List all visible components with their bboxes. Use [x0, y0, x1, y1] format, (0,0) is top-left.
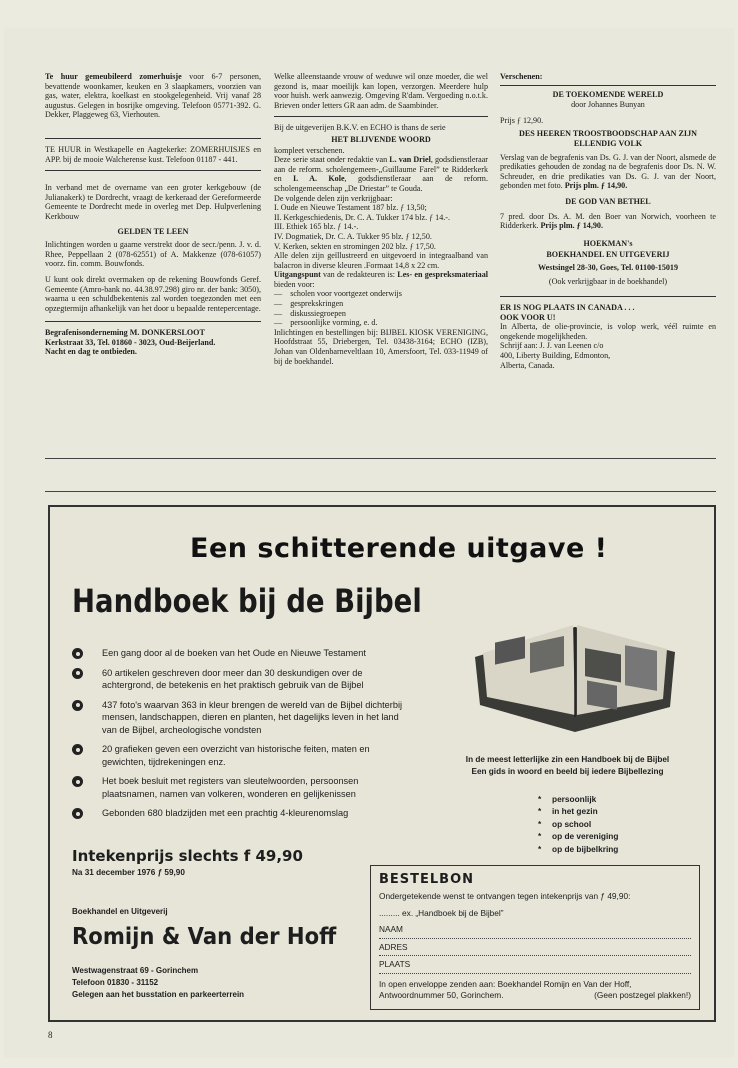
later-price: Na 31 december 1976 ƒ 59,90	[72, 868, 185, 877]
advertisement-handboek	[48, 505, 716, 1022]
ad-serie-intro: Bij de uitgeverijen B.K.V. en ECHO is thans de serie	[274, 123, 446, 133]
asterisk-icon: *	[538, 794, 542, 804]
ad-donkersloot-note: Nacht en dag te ontbieden.	[45, 347, 137, 357]
bullet-icon	[72, 700, 83, 711]
feature-item: 437 foto's waarvan 363 in kleur brengen de wereld van de Bijbel dichterbij mensen, landschappen, dieren en planten, het dagelijks leven in het land van de Bijbel, archeologische vondsten	[72, 699, 412, 737]
ad-title: Handboek bij de Bijbel	[72, 582, 422, 620]
list-item: V. Kerken, sekten en stromingen 202 blz. ƒ 17,50.	[274, 241, 436, 251]
book-price: Prijs ƒ 12,90.	[500, 115, 544, 125]
list-item: * op school	[538, 818, 592, 829]
paragraph: Verslag van de begrafenis van Ds. G. J. van der Noort, alsmede de predikaties gehouden de zondag na de begrafenis door Ds. N. W. Schreuder, en drie predikaties van Ds. G. J. van der Noort, gebonden met foto. Prijs plm. ƒ 14,90.	[500, 152, 716, 191]
publisher-name: HOEKMAN's	[583, 238, 633, 248]
book-title-toekomende-wereld: DE TOEKOMENDE WERELD	[552, 89, 664, 99]
usage-list	[538, 793, 618, 855]
paragraph: Inlichtingen en bestellingen bij: BIJBEL KIOSK VERENIGING, Hoofdstraat 55, Driebergen, Tel. 03438-3164; ECHO (IZB), Johan van Oldenbarneveltlaan 10, Amersfoort, Tel. 033-11949 of bij de boekhandel.	[274, 327, 488, 366]
asterisk-icon: *	[538, 843, 542, 854]
publisher-subtitle: BOEKHANDEL EN UITGEVERIJ	[546, 250, 670, 260]
book-author: door Johannes Bunyan	[571, 100, 645, 110]
canada-subheading: OOK VOOR U!	[500, 312, 556, 322]
list-item: — diskussiegroepen	[274, 308, 346, 318]
list-item: — persoonlijke vorming, e. d.	[274, 318, 378, 328]
order-form-title: BESTELBON	[379, 872, 475, 887]
paragraph: U kunt ook direkt overmaken op de rekening Bouwfonds Geref. Gemeente (Amro-bank no. 44.38.97.298) giro nr. der bank: 3050), waarna u een schuldbekentenis zal worden toegezonden met een opzegtermijn afhankelijk van het door u bepaalde rentepercentage.	[45, 274, 261, 313]
bullet-icon	[72, 776, 83, 787]
asterisk-icon: *	[538, 831, 542, 842]
publisher-address: Westsingel 28-30, Goes, Tel. 01100-15019	[537, 262, 679, 272]
ad-julianakerk: In verband met de overname van een groter kerkgebouw (de Julianakerk) te Dordrecht, vraagt de kerkeraad der Gereformeerde Gemeente te Dordrecht mede in overleg met Dep. Hulpverlening Kerkbouw	[45, 183, 261, 221]
divider	[500, 85, 716, 86]
list-item: * persoonlijk	[538, 794, 597, 804]
order-instructions: In open enveloppe zenden aan: Boekhandel Romijn en Van der Hoff, Antwoordnummer 50, Gorinchem. (Geen postzegel plakken!)	[379, 978, 691, 1000]
page-number: 8	[48, 1030, 53, 1040]
canada-heading: ER IS NOG PLAATS IN CANADA . . .	[500, 303, 635, 313]
divider	[45, 170, 261, 171]
paragraph: De volgende delen zijn verkrijgbaar:	[274, 193, 393, 203]
publisher-label: Boekhandel en Uitgeverij	[72, 907, 168, 916]
quantity-field[interactable]: ......... ex. „Handboek bij de Bijbel”	[379, 907, 504, 918]
ad-westkapelle: TE HUUR in Westkapelle en Aagtekerke: ZOMERHUISJES en APP. bij de mooie Walcherense kust. Telefoon 01187 - 441.	[45, 144, 261, 164]
subscription-price: Intekenprijs slechts f 49,90	[72, 847, 303, 865]
ad-donkersloot-address: Kerkstraat 33, Tel. 01860 - 3023, Oud-Beijerland.	[45, 337, 216, 347]
asterisk-icon: *	[538, 818, 542, 829]
list-item: — scholen voor voortgezet onderwijs	[274, 289, 402, 299]
order-form	[370, 865, 700, 1010]
paragraph: kompleet verschenen.	[274, 145, 345, 155]
heading-gelden-te-leen: GELDEN TE LEEN	[117, 226, 189, 236]
paragraph: 7 pred. door Ds. A. M. den Boer van Norwich, voorheen te Ridderkerk. Prijs plm. ƒ 14,90.	[500, 211, 716, 231]
feature-item: Gebonden 680 bladzijden met een prachtig 4-kleurenomslag	[72, 807, 412, 820]
paragraph: Schrijf aan: J. J. van Leenen c/o	[500, 341, 604, 351]
section-divider	[45, 458, 716, 459]
feature-item: Het boek besluit met registers van sleutelwoorden, persoonsen plaatsnamen, namen van volkeren, wonderen en gelijkenissen	[72, 775, 412, 800]
newspaper-page	[4, 28, 734, 1058]
list-item: * in het gezin	[538, 806, 598, 817]
column-1	[45, 72, 261, 357]
bullet-icon	[72, 744, 83, 755]
list-item: I. Oude en Nieuwe Testament 187 blz. ƒ 13,50;	[274, 203, 427, 213]
publisher-note: (Ook verkrijgbaar in de boekhandel)	[548, 276, 668, 286]
bullet-icon	[72, 648, 83, 659]
paragraph: Alberta, Canada.	[500, 360, 555, 370]
list-item: — gesprekskringen	[274, 299, 344, 309]
divider	[45, 321, 261, 322]
book-title-god-van-bethel: DE GOD VAN BETHEL	[565, 196, 651, 206]
feature-item: 60 artikelen geschreven door meer dan 30 deskundigen over de achtergrond, de betekenis en het praktisch gebruik van de Bijbel	[72, 667, 412, 692]
feature-item: 20 grafieken geven een overzicht van historische feiten, maten en gewichten, tijdrekeningen enz.	[72, 743, 412, 768]
feature-list	[72, 647, 412, 820]
ad-headline: Een schitterende uitgave !	[190, 533, 608, 564]
bullet-icon	[72, 668, 83, 679]
book-title-troostboodschap: DES HEEREN TROOSTBOODSCHAP AAN ZIJN ELLENDIG VOLK	[519, 129, 697, 148]
paragraph: Alle delen zijn geïllustreerd en uitgevoerd in integraalband van balacron in diverse kleuren .Formaat 14,8 x 22 cm.	[274, 251, 488, 270]
paragraph: Uitgangspunt van de redakteuren is: Les- en gespreksmateriaal bieden voor:	[274, 270, 489, 289]
paragraph: Inlichtingen worden u gaarne verstrekt door de secr./penn. J. v. d. Rhee, Peppellaan 2 (078-62551) of A. Makkenze (078-61057) voorz. fin. comm. Bouwfonds.	[45, 240, 261, 269]
order-text: Ondergetekende wenst te ontvangen tegen intekenprijs van ƒ 49,90:	[379, 891, 631, 901]
list-item: IV. Dogmatiek, Dr. C. A. Tukker 95 blz. ƒ 12,50.	[274, 231, 432, 241]
feature-item: Een gang door al de boeken van het Oude en Nieuwe Testament	[72, 647, 412, 660]
place-field[interactable]: PLAATS	[379, 956, 691, 974]
label-verschenen: Verschenen:	[500, 72, 543, 81]
ad-verzorging: Welke alleenstaande vrouw of weduwe wil onze moeder, die wel gezond is, maar moeilijk kan lopen, verzorgen. Meerdere hulp voor huish. werk aanwezig. Omgeving R'dam. Vergoeding n.o.t.k. Brieven onder letters GR aan adm. de Saambinder.	[274, 72, 488, 110]
name-field[interactable]: NAAM	[379, 921, 691, 939]
open-book-illustration	[465, 587, 685, 737]
book-info: In de meest letterlijke zin een Handboek bij de Bijbel Een gids in woord en beeld bij iedere Bijbellezing	[465, 755, 670, 776]
paragraph: Deze serie staat onder redaktie van L. van Driel, godsdienstleraar aan de reform. scholengemeen-„Guillaume Farel” te Ridderkerk en I. A. Kole, godsdienstleraar aan de reform. scholengemeenschap „De Driestar” te Gouda.	[274, 155, 489, 193]
divider	[45, 138, 261, 139]
paragraph: 400, Liberty Building, Edmonton,	[500, 351, 611, 361]
column-2	[274, 72, 488, 366]
divider	[500, 296, 716, 297]
address-field[interactable]: ADRES	[379, 939, 691, 957]
bullet-icon	[72, 808, 83, 819]
column-3	[500, 72, 716, 370]
publisher-address: Westwagenstraat 69 - Gorinchem Telefoon 01830 - 31152 Gelegen aan het busstation en parkeerterrein	[72, 966, 245, 999]
ad-donkersloot-title: Begrafenisonderneming M. DONKERSLOOT	[45, 328, 205, 338]
asterisk-icon: *	[538, 806, 542, 817]
section-divider	[45, 491, 716, 492]
list-item: III. Ethiek 165 blz. ƒ 14.-.	[274, 222, 359, 232]
list-item: II. Kerkgeschiedenis, Dr. C. A. Tukker 174 blz. ƒ 14.-.	[274, 212, 451, 222]
ad-zomerhuisje: Te huur gemeubileerd zomerhuisje voor 6-7 personen, bevattende woonkamer, keuken en 3 slaapkamers, voorzien van gas, water, elektra, koelkast en stookgelegenheid. Vrij vanaf 28 augustus. Gelegen in bosrijke omgeving. Telefoon 05771-392. G. Dekker, Plaggeweg 63, Vierhouten.	[45, 72, 261, 120]
publisher-name: Romijn & Van der Hoff	[72, 924, 337, 950]
paragraph: In Alberta, de olie-provincie, is volop werk, véél ruimte en ongekende mogelijkheden.	[500, 322, 716, 341]
divider	[274, 116, 488, 117]
list-item: * op de bijbelkring	[538, 843, 619, 854]
list-item: * op de vereniging	[538, 831, 619, 842]
heading-blijvende-woord: HET BLIJVENDE WOORD	[331, 134, 431, 144]
